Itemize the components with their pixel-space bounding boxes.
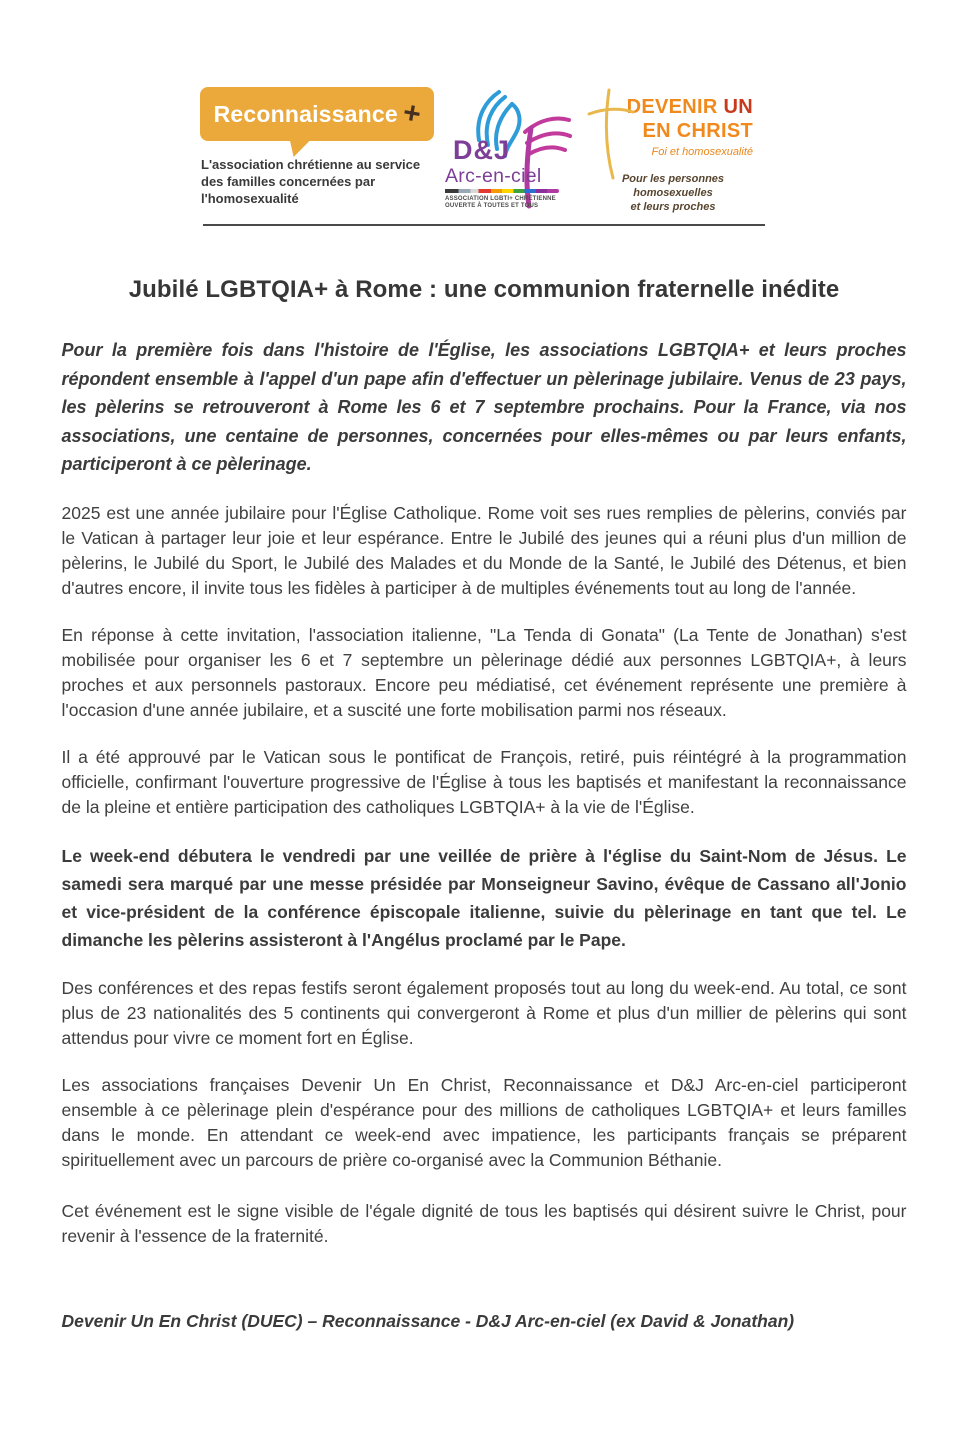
logo-strip [201, 88, 767, 214]
paragraph-tenda-di-gonata: En réponse à cette invitation, l'association italienne, "La Tenda di Gonata" (La Tente de Jonathan) s'est mobilisée pour organiser les 6 et 7 septembre un pèlerinage dédié aux personnes LGBTQIA+, à leurs proches et aux personnels pastoraux. Encore peu médiatisé, cet événement représente une première à l'occasion d'une année jubilaire, et a suscité une forte mobilisation parmi nos réseaux. [61, 624, 907, 720]
duec-line1 [623, 96, 753, 119]
lead-paragraph: Pour la première fois dans l'histoire de l'Église, les associations LGBTQIA+ et leurs proches répondent ensemble à l'appel d'un pape afin d'effectuer un pèlerinage jubilaire. Venus de 23 pays, les pèlerins se retrouveront à Rome les 6 et 7 septembre prochains. Pour la France, via nos associations, une centaine de personnes, concernées pour elles-mêmes ou par leurs enfants, participeront à ce pèlerinage. [61, 340, 907, 474]
duec-tagline-line2: et leurs proches [630, 201, 716, 213]
duec-tagline-line1: Pour les personnes homosexuelles [621, 173, 725, 199]
reconnaissance-tagline-line2: des familles concernées par l'homosexualité [201, 174, 376, 206]
paragraph-conclusion: Cet événement est le signe visible de l'égale dignité de tous les baptisés qui désirent suivre le Christ, pour revenir à l'essence de la fraternité. [61, 1200, 907, 1246]
gold-cross-icon [587, 88, 635, 180]
reconnaissance-plus-icon: + [400, 95, 424, 132]
page-title: Jubilé LGBTQIA+ à Rome : une communion fraternelle inédite [128, 276, 840, 303]
duec-word-devenir: DEVENIR [626, 96, 718, 118]
logo-dj-arc-en-ciel [445, 88, 573, 210]
rainbow-stripe-icon [445, 189, 547, 193]
article [62, 276, 907, 1332]
dj-tagline-line2: OUVERTE À TOUTES ET TOUS [445, 203, 539, 209]
signature-line: Devenir Un En Christ (DUEC) – Reconnaissance - D&J Arc-en-ciel (ex David & Jonathan) [61, 1310, 795, 1331]
duec-wordmark [623, 96, 753, 158]
paragraph-vatican-approval: Il a été approuvé par le Vatican sous le pontificat de François, retiré, puis réintégré à la programmation officielle, confirmant l'ouverture progressive de l'Église à tous les baptisés et manifestant la reconnaissance de la pleine et entière participation des catholiques LGBTQIA+ à la vie de l'Église. [61, 746, 907, 817]
paragraph-weekend-program: Le week-end débutera le vendredi par une veillée de prière à l'église du Saint-Nom de Jésus. Le samedi sera marqué par une messe présidée par Monseigneur Savino, évêque de Cassano all'Jonio et vice-président de la conférence épiscopale italienne, suivie du pèlerinage en tant que tel. Le dimanche les pèlerins assisteront à l'Angélus proclamé par le Pape. [61, 845, 907, 950]
paragraph-french-associations: Les associations françaises Devenir Un En Christ, Reconnaissance et D&J Arc-en-ciel participeront ensemble à ce pèlerinage plein d'espérance pour des millions de catholiques LGBTQIA+ et leurs familles dans le monde. En attendant ce week-end avec impatience, les participants français se préparent spirituellement avec un parcours de prière co-organisé avec la Communion Béthanie. [61, 1074, 907, 1170]
dj-initials: D&J [453, 135, 511, 165]
paragraph-2025-jubilee: 2025 est une année jubilaire pour l'Église Catholique. Rome voit ses rues remplies de pèlerins, conviés par le Vatican à partager leur joie et leur espérance. Entre le Jubilé des jeunes qui a réuni plus d'un million de pèlerins, le Jubilé du Sport, le Jubilé des Malades et du Monde de la Santé, le Jubilé des Détenus, et bien d'autres encore, il invite tous les fidèles à participer à de multiples événements tout au long de l'année. [61, 502, 907, 598]
logo-reconnaissance [201, 88, 433, 207]
duec-subtitle: Foi et homosexualité [651, 146, 753, 158]
reconnaissance-wordmark: Reconnaissance [213, 100, 398, 127]
paragraph-conferences: Des conférences et des repas festifs seront également proposés tout au long du week-end. Au total, ce sont plus de 23 nationalités des 5 continents qui convergeront à Rome et plus d'un millier de pèlerins qui sont attendus pour vivre ce moment fort en Église. [61, 977, 907, 1048]
reconnaissance-speech-bubble [201, 88, 433, 140]
dj-tagline [445, 196, 556, 210]
dj-wordmark: Arc-en-ciel [445, 165, 542, 187]
reconnaissance-tagline-line1: L'association chrétienne au service [201, 157, 421, 172]
reconnaissance-tagline [201, 156, 433, 207]
duec-word-un: UN [723, 96, 753, 118]
header-divider [203, 224, 765, 226]
duec-line2: EN CHRIST [642, 120, 753, 142]
dj-tagline-line1: ASSOCIATION LGBTI+ CHRÉTIENNE [445, 196, 556, 202]
logo-devenir-un-en-christ [585, 88, 767, 214]
